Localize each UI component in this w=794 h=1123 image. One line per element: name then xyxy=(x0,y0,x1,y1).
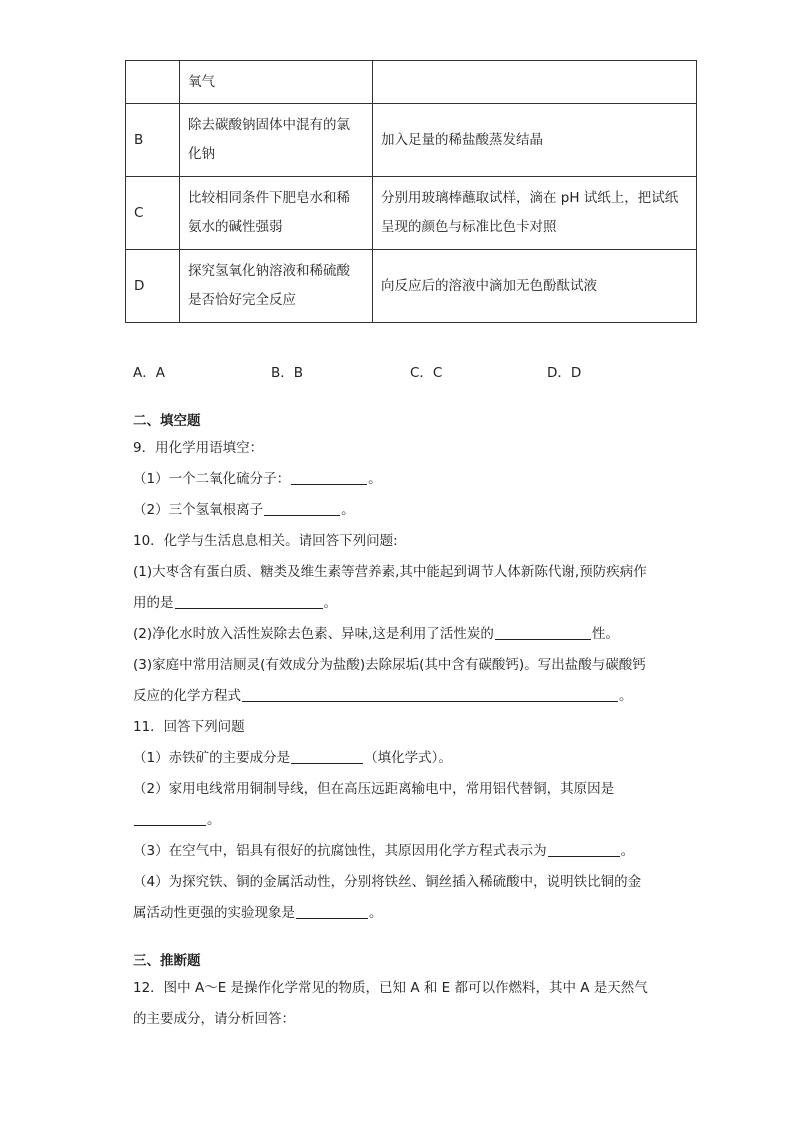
answer-options xyxy=(0,361,794,381)
section-title: 三、推断题 xyxy=(133,953,201,969)
question-11-part-1: （1）赤铁矿的主要成分是 （填化学式）。 xyxy=(133,750,452,766)
question-9-part-1: （1）一个二氧化硫分子： 。 xyxy=(133,471,382,487)
question-10-part-1-line-2: 用的是 。 xyxy=(133,595,337,611)
experiment-method: 分别用玻璃棒蘸取试样，滴在 pH 试纸上，把试纸 呈现的颜色与标准比色卡对照 xyxy=(373,177,697,250)
question-11-part-4-line-2: 属活动性更强的实验现象是 。 xyxy=(133,905,383,921)
experiment-purpose: 氧气 xyxy=(180,61,373,104)
answer-blank[interactable] xyxy=(296,905,368,920)
question-11-stem: 11．回答下列问题 xyxy=(133,719,245,735)
question-10-part-3-line-2: 反应的化学方程式 。 xyxy=(133,688,633,704)
question-11-part-4-line-1: （4）为探究铁、铜的金属活动性，分别将铁丝、铜丝插入稀硫酸中，说明铁比铜的金 xyxy=(133,874,642,890)
question-11-part-2-line-1: （2）家用电线常用铜制导线，但在高压远距离输电中，常用铝代替铜，其原因是 xyxy=(133,781,615,797)
question-9-part-2: （2）三个氢氧根离子 。 xyxy=(133,502,355,518)
question-11-part-3: （3）在空气中，铝具有很好的抗腐蚀性，其原因用化学方程式表示为 。 xyxy=(133,843,635,859)
option-c[interactable]: C．C xyxy=(410,365,443,381)
question-10-stem: 10．化学与生活息息相关。请回答下列问题: xyxy=(133,533,398,549)
question-10-part-2: (2)净化水时放入活性炭除去色素、异味,这是利用了活性炭的 性。 xyxy=(133,626,619,642)
option-d[interactable]: D．D xyxy=(547,365,582,381)
experiment-purpose: 除去碳酸钠固体中混有的氯 化钠 xyxy=(180,104,373,177)
table-row xyxy=(126,177,697,250)
answer-blank[interactable] xyxy=(134,812,206,827)
answer-blank[interactable] xyxy=(175,595,323,610)
question-10-part-1-line-1: (1)大枣含有蛋白质、糖类及维生素等营养素,其中能起到调节人体新陈代谢,预防疾病作 xyxy=(133,564,647,580)
table-row xyxy=(126,61,697,104)
question-12-line-2: 的主要成分，请分析回答： xyxy=(133,1011,295,1027)
answer-blank[interactable] xyxy=(495,626,591,641)
option-b[interactable]: B．B xyxy=(271,365,304,381)
answer-blank[interactable] xyxy=(264,502,340,517)
section-title: 二、填空题 xyxy=(133,413,201,429)
answer-blank[interactable] xyxy=(291,471,367,486)
experiment-table xyxy=(125,60,697,323)
experiment-method xyxy=(373,61,697,104)
experiment-purpose: 比较相同条件下肥皂水和稀 氨水的碱性强弱 xyxy=(180,177,373,250)
row-label xyxy=(126,61,180,104)
row-label: D xyxy=(126,250,180,323)
answer-blank[interactable] xyxy=(291,750,363,765)
experiment-method: 加入足量的稀盐酸蒸发结晶 xyxy=(373,104,697,177)
question-9-stem: 9．用化学用语填空： xyxy=(133,440,264,456)
experiment-method: 向反应后的溶液中滴加无色酚酞试液 xyxy=(373,250,697,323)
table-row xyxy=(126,104,697,177)
answer-blank[interactable] xyxy=(242,688,618,703)
row-label: B xyxy=(126,104,180,177)
question-12-line-1: 12．图中 A～E 是操作化学常见的物质，已知 A 和 E 都可以作燃料，其中 A 是天然气 xyxy=(133,980,648,996)
experiment-purpose: 探究氢氧化钠溶液和稀硫酸 是否恰好完全反应 xyxy=(180,250,373,323)
question-10-part-3-line-1: (3)家庭中常用洁厕灵(有效成分为盐酸)去除尿垢(其中含有碳酸钙)。写出盐酸与碳酸钙 xyxy=(133,657,646,673)
question-11-part-2-line-2: 。 xyxy=(133,808,221,828)
option-a[interactable]: A．A xyxy=(133,365,165,381)
table-row xyxy=(126,250,697,323)
answer-blank[interactable] xyxy=(548,843,620,858)
row-label: C xyxy=(126,177,180,250)
